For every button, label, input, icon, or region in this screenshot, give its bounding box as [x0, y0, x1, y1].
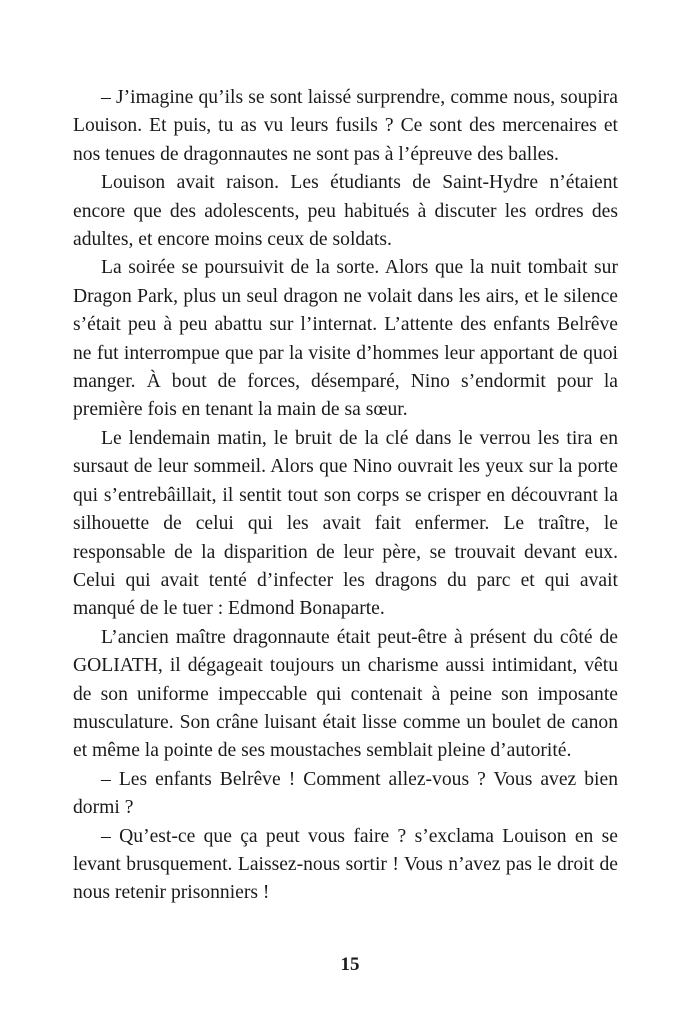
paragraph: – Qu’est-ce que ça peut vous faire ? s’exclama Louison en se levant brusquement. Laissez-nous sortir ! Vous n’avez pas le droit de nous retenir prisonniers !	[73, 825, 618, 904]
page-number: 15	[340, 954, 360, 975]
paragraph: – J’imagine qu’ils se sont laissé surprendre, comme nous, soupira Louison. Et puis, tu as vu leurs fusils ? Ce sont des mercenaires et nos tenues de dragonnautes ne sont pas à l’épreuve des balles.	[73, 87, 618, 165]
body-text	[73, 84, 618, 908]
paragraph: Louison avait raison. Les étudiants de Saint-Hydre n’étaient encore que des adolescents, peu habitués à discuter les ordres des adultes, et encore moins ceux de soldats.	[73, 172, 618, 251]
paragraph: La soirée se poursuivit de la sorte. Alors que la nuit tombait sur Dragon Park, plus un seul dragon ne volait dans les airs, et le silence s’était peu à peu abattu sur l’internat. L’attente des enfants Belrêve ne fut interrompue que par la visite d’hommes leur apportant de quoi manger. À bout de forces, désemparé, Nino s’endormit pour la première fois en tenant la main de sa sœur.	[73, 257, 618, 421]
paragraph: – Les enfants Belrêve ! Comment allez-vous ? Vous avez bien dormi ?	[73, 768, 618, 819]
paragraph: L’ancien maître dragonnaute était peut-être à présent du côté de GOLIATH, il dégageait toujours un charisme aussi intimidant, vêtu de son uniforme impeccable qui contenait à peine son imposante musculature. Son crâne luisant était lisse comme un boulet de canon et même la pointe de ses moustaches semblait pleine d’autorité.	[73, 626, 618, 762]
paragraph: Le lendemain matin, le bruit de la clé dans le verrou les tira en sursaut de leur sommeil. Alors que Nino ouvrait les yeux sur la porte qui s’entrebâillait, il sentit tout son corps se crisper en découvrant la silhouette de celui qui les avait fait enfermer. Le traître, le responsable de la disparition de leur père, se trouvait devant eux. Celui qui avait tenté d’infecter les dragons du parc et qui avait manqué de le tuer : Edmond Bonaparte.	[73, 427, 618, 620]
